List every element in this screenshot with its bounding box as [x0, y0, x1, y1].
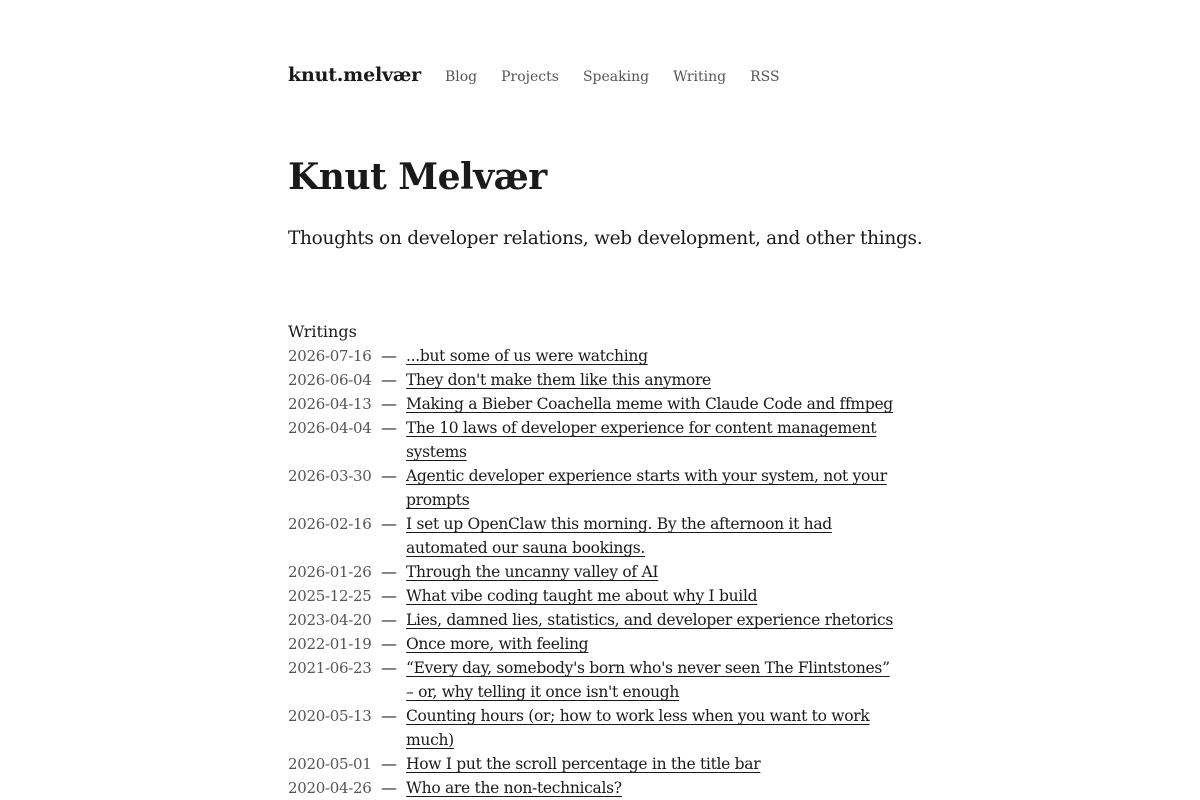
post-date: 2025-12-25	[288, 587, 372, 605]
post-separator: —	[381, 514, 397, 533]
post-date: 2020-04-26	[288, 779, 372, 797]
post-date: 2026-01-26	[288, 563, 372, 581]
post-list-item	[288, 608, 908, 632]
post-separator: —	[381, 562, 397, 581]
post-date: 2026-03-30	[288, 467, 372, 485]
post-list-item	[288, 584, 908, 608]
post-list-item	[288, 464, 908, 512]
post-title-link[interactable]: Counting hours (or; how to work less when you want to work much)	[406, 707, 870, 749]
nav-link-speaking[interactable]: Speaking	[582, 69, 650, 85]
post-separator: —	[381, 658, 397, 677]
post-separator: —	[381, 778, 397, 797]
post-list-item	[288, 704, 908, 752]
post-title-link[interactable]: The 10 laws of developer experience for content management systems	[406, 419, 877, 461]
post-separator: —	[381, 418, 397, 437]
post-date: 2026-04-04	[288, 419, 372, 437]
post-separator: —	[381, 466, 397, 485]
post-separator: —	[381, 346, 397, 365]
post-list	[288, 344, 908, 800]
nav-link-rss[interactable]: RSS	[750, 69, 780, 85]
post-date: 2026-07-16	[288, 347, 372, 365]
post-separator: —	[381, 706, 397, 725]
post-title-link[interactable]: They don't make them like this anymore	[406, 371, 711, 389]
post-list-item	[288, 368, 908, 392]
post-title-link[interactable]: Agentic developer experience starts with your system, not your prompts	[406, 467, 887, 509]
post-date: 2020-05-01	[288, 755, 372, 773]
post-date: 2023-04-20	[288, 611, 372, 629]
post-separator: —	[381, 586, 397, 605]
post-title-link[interactable]: What vibe coding taught me about why I build	[406, 587, 758, 605]
post-list-item	[288, 776, 908, 800]
nav-link-writing[interactable]: Writing	[673, 69, 727, 85]
post-title-link[interactable]: Lies, damned lies, statistics, and developer experience rhetorics	[406, 611, 893, 629]
post-title-link[interactable]: “Every day, somebody's born who's never seen The Flintstones” – or, why telling it once isn't enough	[406, 659, 890, 701]
site-logo-link[interactable]: knut.melvær	[288, 64, 421, 86]
main-nav	[445, 69, 780, 85]
post-list-item	[288, 416, 908, 464]
post-date: 2026-02-16	[288, 515, 372, 533]
post-date: 2021-06-23	[288, 659, 372, 677]
page-title: Knut Melvær	[288, 156, 547, 198]
post-list-item	[288, 560, 908, 584]
post-title-link[interactable]: ...but some of us were watching	[406, 347, 648, 365]
nav-link-projects[interactable]: Projects	[501, 69, 559, 85]
post-separator: —	[381, 634, 397, 653]
post-list-item	[288, 392, 908, 416]
post-date: 2022-01-19	[288, 635, 372, 653]
writings-section	[288, 320, 908, 800]
site-tagline: Thoughts on developer relations, web development, and other things.	[288, 228, 923, 249]
post-separator: —	[381, 394, 397, 413]
writings-heading: Writings	[288, 322, 357, 341]
post-title-link[interactable]: Through the uncanny valley of AI	[406, 563, 659, 581]
post-separator: —	[381, 610, 397, 629]
site-header	[288, 64, 780, 86]
post-title-link[interactable]: Making a Bieber Coachella meme with Claude Code and ffmpeg	[406, 395, 893, 413]
post-list-item	[288, 656, 908, 704]
post-date: 2026-06-04	[288, 371, 372, 389]
post-date: 2026-04-13	[288, 395, 372, 413]
post-title-link[interactable]: Once more, with feeling	[406, 635, 589, 653]
post-separator: —	[381, 754, 397, 773]
post-title-link[interactable]: How I put the scroll percentage in the title bar	[406, 755, 761, 773]
post-list-item	[288, 344, 908, 368]
post-title-link[interactable]: I set up OpenClaw this morning. By the afternoon it had automated our sauna bookings.	[406, 515, 832, 557]
post-title-link[interactable]: Who are the non-technicals?	[406, 779, 622, 797]
post-list-item	[288, 632, 908, 656]
post-date: 2020-05-13	[288, 707, 372, 725]
post-separator: —	[381, 370, 397, 389]
post-list-item	[288, 512, 908, 560]
nav-link-blog[interactable]: Blog	[444, 69, 478, 85]
post-list-item	[288, 752, 908, 776]
